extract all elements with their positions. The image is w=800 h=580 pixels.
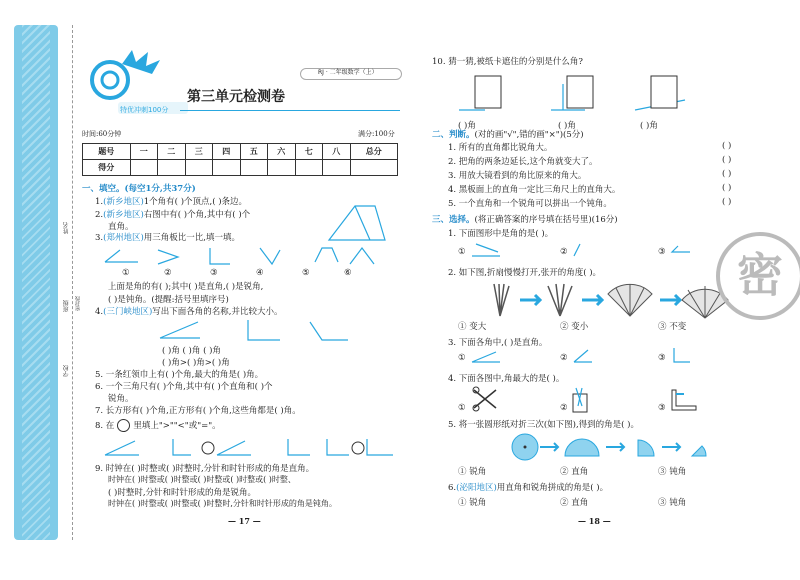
score-cell[interactable] [268,160,296,176]
c6-option: ② 直角 [560,498,589,508]
q8-compare-figures [95,435,395,460]
question-1: 1.(新乡地区)1个角有( )个顶点,( )条边。 [95,197,248,207]
section-2-heading: 二、判断。(对的画"√",错的画"×")(5分) [432,130,584,140]
page-title: 第三单元检测卷 [187,89,285,105]
question-9-line-1: 9. 时钟在( )时整或( )时整时,分针和时针形成的角是直角。 [95,464,315,474]
binding-strip-pattern [22,25,50,540]
choice-1: 1. 下面图形中是角的是( )。 [448,229,554,239]
question-2-tail: 直角。 [108,222,134,232]
score-header-cell: 五 [240,144,268,160]
q2-figure [325,200,390,245]
binding-name: 姓名 [63,222,70,234]
c6-option: ③ 钝角 [658,498,687,508]
c4-option: ② [560,403,568,413]
score-cell[interactable] [350,160,398,176]
c2-option: ② 变小 [560,322,589,332]
seal-stamp: 密 [716,232,800,320]
q3-num: ② [164,268,172,278]
question-7: 7. 长方形有( )个角,正方形有( )个角,这些角都是( )角。 [95,406,301,416]
folding-fan-figures [490,280,730,320]
c5-option: ② 直角 [560,467,589,477]
c3-option: ② [560,353,568,363]
score-cell[interactable] [295,160,323,176]
choice-5: 5. 将一张圆形纸对折三次(如下图),得到的角是( )。 [448,420,639,430]
q3-num: ⑥ [344,268,352,278]
c3-option: ③ [658,353,666,363]
choice-6: 6.(泌阳地区)用直角和锐角拼成的角是( )。 [448,483,609,493]
c1-figures [470,240,700,260]
score-header-cell: 一 [130,144,158,160]
question-4: 4.(三门峡地区)写出下面各角的名称,并比较大小。 [95,307,283,317]
c4-option: ① [458,403,466,413]
page-number-left: — 17 — [228,516,261,526]
time-label: 时间:60分钟 [82,130,122,138]
q10-covered-angles [455,70,705,120]
score-cell[interactable] [158,160,186,176]
q3-num: ⑤ [302,268,310,278]
question-6-tail: 锐角。 [108,394,134,404]
q3-line-2: ( )是钝角。(提醒:括号里填序号) [108,295,229,305]
question-10: 10. 猜一猜,被纸卡遮住的分别是什么角? [432,57,583,67]
score-header-cell: 四 [213,144,241,160]
c6-option: ① 锐角 [458,498,487,508]
c1-option: ① [458,247,466,257]
score-header-cell: 题号 [83,144,131,160]
q10-answer: ( )角 [458,121,476,131]
score-table-header-row [83,144,398,160]
question-2: 2.(新乡地区)右图中有( )个角,其中有( )个 [95,210,251,220]
section-3-heading: 三、选择。(将正确答案的序号填在括号里)(16分) [432,215,618,225]
c2-option: ① 变大 [458,322,487,332]
score-cell[interactable] [213,160,241,176]
c5-option: ③ 钝角 [658,467,687,477]
score-row-label: 得分 [83,160,131,176]
q4-line-1: ( )角 ( )角 ( )角 [162,346,221,356]
question-9-line-3: ( )时整时,分针和时针形成的角是锐角。 [108,488,257,498]
judge-item: 5. 一个直角和一个锐角可以拼出一个钝角。 [448,199,612,209]
c1-option: ③ [658,247,666,257]
section-1-heading: 一、填空。(每空1分,共37分) [82,184,196,194]
score-cell[interactable] [323,160,351,176]
score-cell[interactable] [240,160,268,176]
score-header-cell: 六 [268,144,296,160]
score-header-cell: 三 [185,144,213,160]
c5-option: ① 锐角 [458,467,487,477]
folded-circle-figures [510,432,720,462]
score-header-cell: 七 [295,144,323,160]
c3-option: ① [458,353,466,363]
series-tag: RJ · 二年级数学（上） [318,69,378,76]
judge-answer-box[interactable]: ( ) [722,141,732,151]
page-number-right: — 18 — [578,516,611,526]
score-header-cell: 八 [323,144,351,160]
choice-2: 2. 如下图,折扇慢慢打开,张开的角度( )。 [448,268,602,278]
question-5: 5. 一条红领巾上有( )个角,最大的角是( )角。 [95,370,264,380]
c1-option: ② [560,247,568,257]
choice-4: 4. 下面各图中,角最大的是( )。 [448,374,565,384]
judge-item: 3. 用放大镜看到的角比原来的角大。 [448,171,587,181]
q10-answer: ( )角 [640,121,658,131]
q3-line-1: 上面是角的有( );其中( )是直角,( )是锐角, [108,282,264,292]
c4-option: ③ [658,403,666,413]
judge-answer-box[interactable]: ( ) [722,183,732,193]
question-3: 3.(郑州地区)用三角板比一比,填一填。 [95,233,240,243]
c3-figures [470,346,700,366]
question-6: 6. 一个三角尺有( )个角,其中有( )个直角和( )个 [95,382,273,392]
full-score-label: 满分:100分 [358,130,395,138]
judge-item: 2. 把角的两条边延长,这个角就变大了。 [448,157,598,167]
judge-answer-box[interactable]: ( ) [722,197,732,207]
binding-class: 班级 [63,300,70,312]
question-8: 8. 在 里填上">""<"或"="。 [95,421,221,431]
question-9-line-2: 时钟在( )时整或( )时整或( )时整或( )时整或( )时整、 [108,475,296,484]
q3-angle-figures [100,244,380,269]
judge-answer-box[interactable]: ( ) [722,155,732,165]
question-9-line-4: 时钟在( )时整或( )时整或( )时整时,分针和时针形成的角是钝角。 [108,499,337,508]
c2-option: ③ 不变 [658,322,687,332]
choice-3: 3. 下面各角中,( )是直角。 [448,338,548,348]
q3-num: ③ [210,268,218,278]
q4-angle-figures [150,318,350,344]
binding-dash-line [72,25,73,540]
q10-answer: ( )角 [558,121,576,131]
q3-num: ④ [256,268,264,278]
score-table-score-row [83,160,398,176]
q3-num: ① [122,268,130,278]
q4-line-2: ( )角>( )角>( )角 [162,358,230,368]
judge-item: 4. 黑板面上的直角一定比三角尺上的直角大。 [448,185,621,195]
score-cell[interactable] [185,160,213,176]
score-cell[interactable] [130,160,158,176]
judge-answer-box[interactable]: ( ) [722,169,732,179]
c4-figures [470,384,710,414]
binding-school: 学校 [63,365,70,377]
binding-seal-line: 密封线 [75,296,81,311]
score-header-cell: 总分 [350,144,398,160]
score-header-cell: 二 [158,144,186,160]
logo-text: 特优冲刺100分 [120,106,169,114]
score-table [82,143,398,176]
judge-item: 1. 所有的直角都比锐角大。 [448,143,553,153]
